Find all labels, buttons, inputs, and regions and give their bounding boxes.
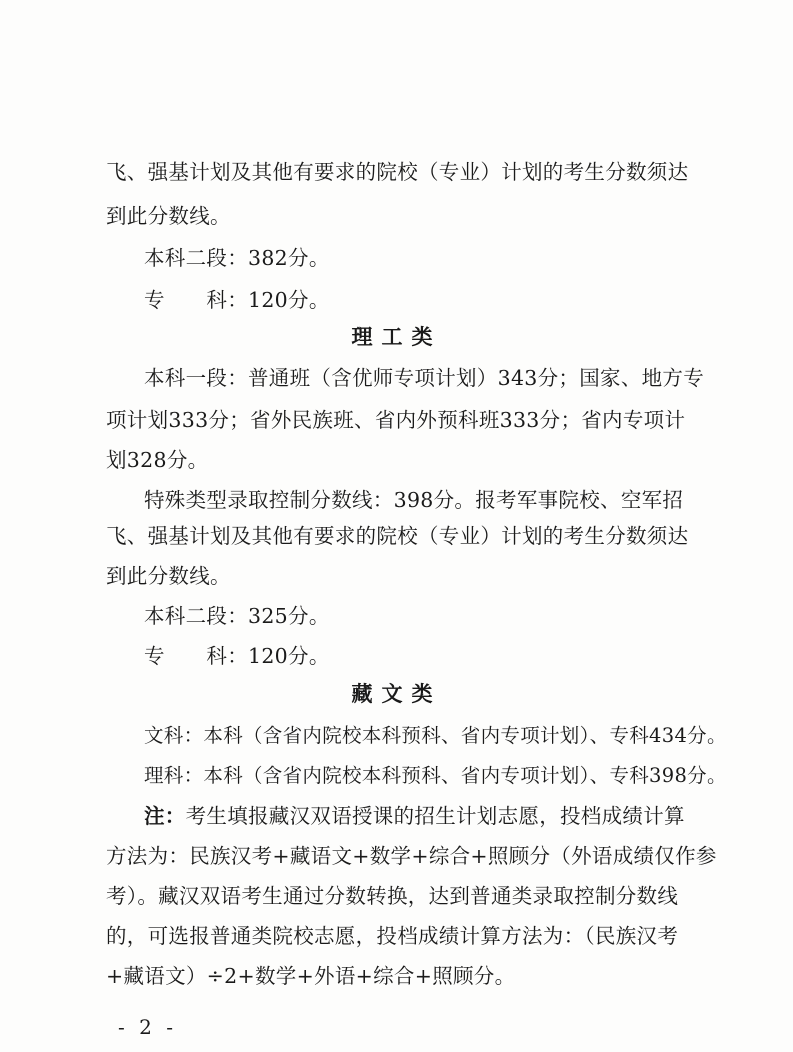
science-special-line-3: 到此分数线。 [106,564,231,588]
science-vocational-line: 专 科：120分。 [144,644,330,668]
science-special-line-2: 飞、强基计划及其他有要求的院校（专业）计划的考生分数须达 [106,524,689,548]
tibetan-note-line-3: 考）。藏汉双语考生通过分数转换，达到普通类录取控制分数线 [106,884,679,908]
arts-tier2-line: 本科二段：382分。 [144,246,330,270]
science-tier1-line-2: 项计划333分；省外民族班、省内外预科班333分；省内专项计 [106,408,686,432]
tibetan-note-line-1 [144,802,685,830]
science-heading: 理工类 [351,325,442,349]
science-tier1-line-3: 划328分。 [106,448,209,472]
page-number: - 2 - [118,1015,177,1039]
tibetan-note-line-5: +藏语文）÷2+数学+外语+综合+照顾分。 [106,964,516,988]
science-tier1-line-1: 本科一段：普通班（含优师专项计划）343分；国家、地方专 [144,366,705,390]
tibetan-arts-line: 文科：本科（含省内院校本科预科、省内专项计划）、专科434分。 [144,724,727,747]
science-special-line-1: 特殊类型录取控制分数线：398分。报考军事院校、空军招 [144,488,684,512]
tibetan-science-line: 理科：本科（含省内院校本科预科、省内专项计划）、专科398分。 [144,764,727,787]
tibetan-note-line-4: 的，可选报普通类院校志愿，投档成绩计算方法为：（民族汉考 [106,924,679,948]
tibetan-heading: 藏文类 [351,682,442,706]
science-tier2-line: 本科二段：325分。 [144,604,330,628]
arts-vocational-line: 专 科：120分。 [144,288,330,312]
note-label: 注： [144,804,186,828]
tibetan-note-line-2: 方法为：民族汉考+藏语文+数学+综合+照顾分（外语成绩仅作参 [106,844,717,868]
continuation-line-2: 到此分数线。 [106,204,231,228]
continuation-line-1: 飞、强基计划及其他有要求的院校（专业）计划的考生分数须达 [106,160,689,184]
note-first-text: 考生填报藏汉双语授课的招生计划志愿，投档成绩计算 [185,804,685,828]
